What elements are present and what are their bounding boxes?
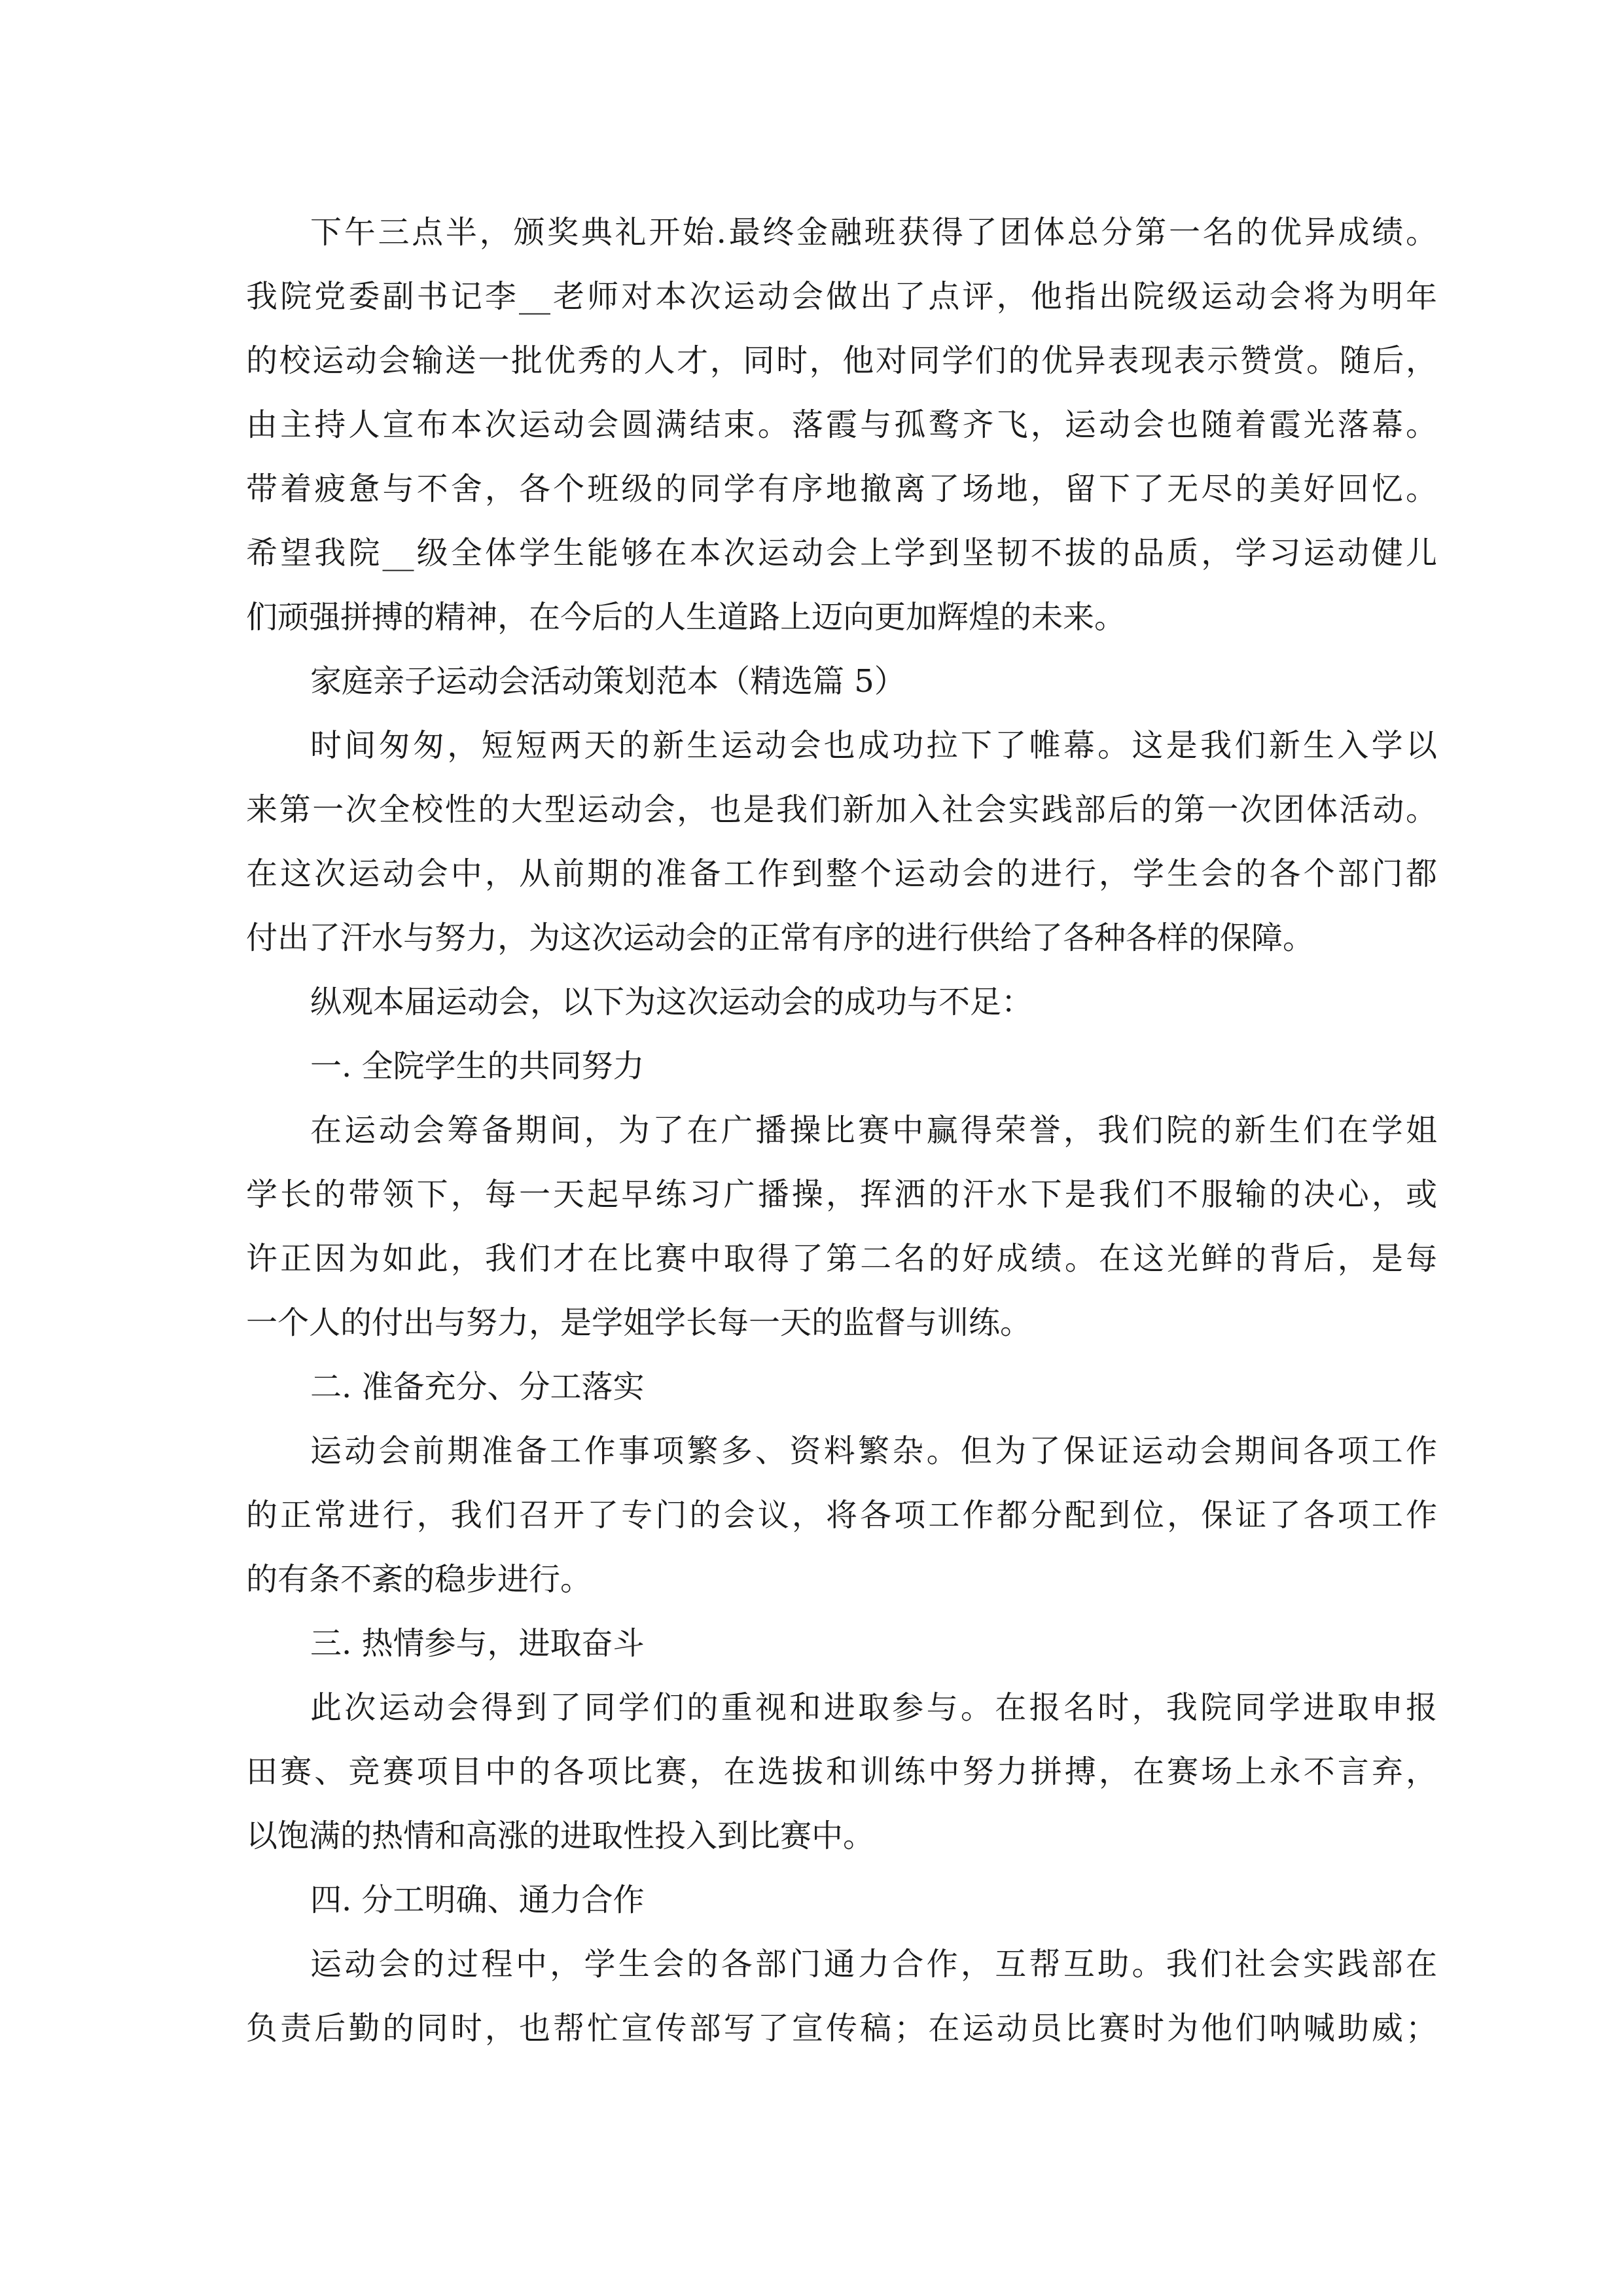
text-line: 下午三点半，颁奖典礼开始.最终金融班获得了团体总分第一名的优异成绩。 — [310, 214, 1437, 251]
text-line: 的正常进行，我们召开了专门的会议，将各项工作都分配到位，保证了各项工作 — [246, 1497, 1437, 1534]
text-line: 由主持人宣布本次运动会圆满结束。落霞与孤鹜齐飞，运动会也随着霞光落幕。 — [246, 406, 1437, 443]
text-line: 我院党委副书记李__老师对本次运动会做出了点评，他指出院级运动会将为明年 — [246, 278, 1437, 315]
text-line: 一. 全院学生的共同努力 — [310, 1048, 645, 1085]
text-line: 运动会前期准备工作事项繁多、资料繁杂。但为了保证运动会期间各项工作 — [310, 1433, 1437, 1469]
text-line: 一个人的付出与努力，是学姐学长每一天的监督与训练。 — [246, 1304, 1032, 1341]
text-line: 以饱满的热情和高涨的进取性投入到比赛中。 — [246, 1818, 875, 1854]
text-line: 二. 准备充分、分工落实 — [310, 1369, 645, 1405]
text-line: 带着疲惫与不舍，各个班级的同学有序地撤离了场地，留下了无尽的美好回忆。 — [246, 471, 1437, 507]
text-line: 的校运动会输送一批优秀的人才，同时，他对同学们的优异表现表示赞赏。随后， — [246, 342, 1437, 379]
text-line: 们顽强拼搏的精神，在今后的人生道路上迈向更加辉煌的未来。 — [246, 599, 1126, 636]
text-line: 此次运动会得到了同学们的重视和进取参与。在报名时，我院同学进取申报 — [310, 1689, 1437, 1726]
text-line: 运动会的过程中，学生会的各部门通力合作，互帮互助。我们社会实践部在 — [310, 1946, 1437, 1982]
text-line: 在运动会筹备期间，为了在广播操比赛中赢得荣誉，我们院的新生们在学姐 — [310, 1112, 1437, 1149]
text-line: 来第一次全校性的大型运动会，也是我们新加入社会实践部后的第一次团体活动。 — [246, 791, 1437, 828]
text-line: 纵观本届运动会，以下为这次运动会的成功与不足： — [310, 984, 1033, 1020]
text-line: 付出了汗水与努力，为这次运动会的正常有序的进行供给了各种各样的保障。 — [246, 920, 1315, 956]
text-line: 学长的带领下，每一天起早练习广播操，挥洒的汗水下是我们不服输的决心，或 — [246, 1176, 1437, 1213]
text-line: 家庭亲子运动会活动策划范本（精选篇 5） — [310, 663, 906, 700]
text-line: 在这次运动会中，从前期的准备工作到整个运动会的进行，学生会的各个部门都 — [246, 855, 1437, 892]
text-line: 许正因为如此，我们才在比赛中取得了第二名的好成绩。在这光鲜的背后，是每 — [246, 1240, 1437, 1277]
text-line: 三. 热情参与，进取奋斗 — [310, 1625, 645, 1662]
document-body — [246, 200, 1437, 2060]
text-line: 的有条不紊的稳步进行。 — [246, 1561, 592, 1598]
text-line: 田赛、竞赛项目中的各项比赛，在选拔和训练中努力拼搏，在赛场上永不言弃， — [246, 1753, 1437, 1790]
text-line: 负责后勤的同时，也帮忙宣传部写了宣传稿；在运动员比赛时为他们呐喊助威； — [246, 2010, 1437, 2047]
text-line: 时间匆匆，短短两天的新生运动会也成功拉下了帷幕。这是我们新生入学以 — [310, 727, 1437, 764]
text-line: 四. 分工明确、通力合作 — [310, 1882, 645, 1918]
text-line: 希望我院__级全体学生能够在本次运动会上学到坚韧不拔的品质，学习运动健儿 — [246, 535, 1437, 571]
